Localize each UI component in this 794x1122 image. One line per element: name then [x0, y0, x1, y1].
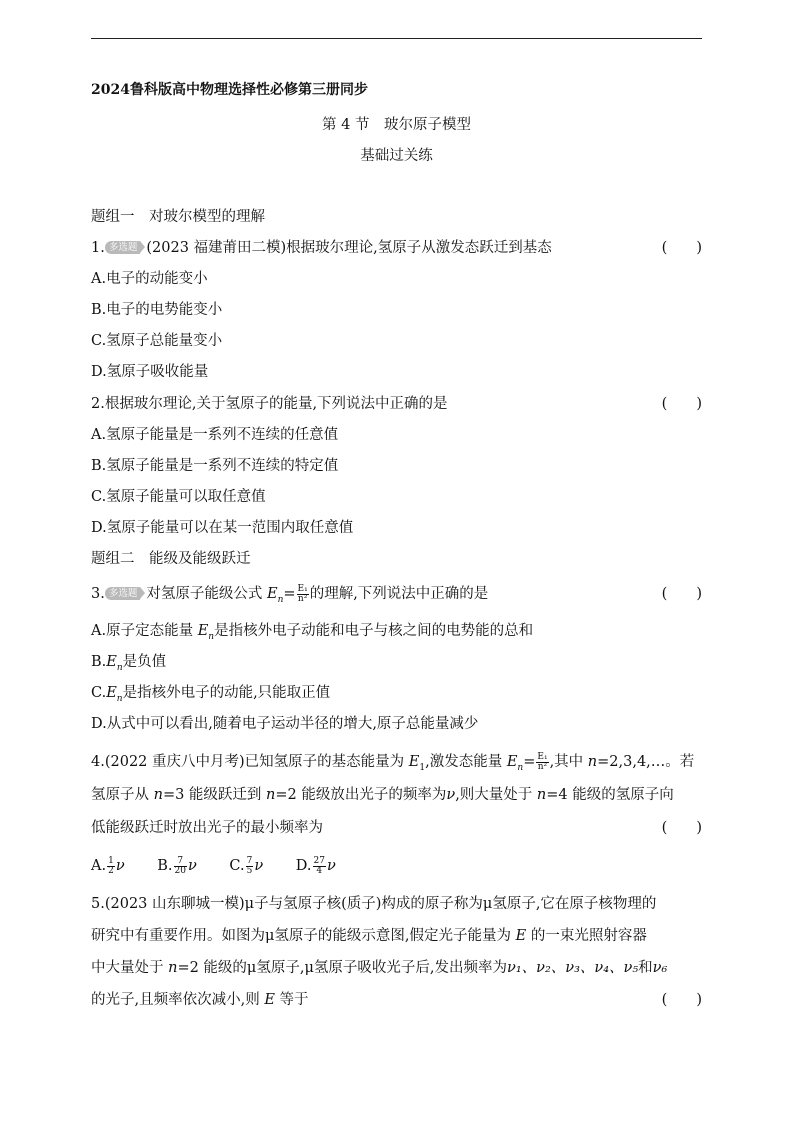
question-3-stem: 3. 多选题 对氢原子能级公式 $E_n=$ $\frac{\text{E₁}}{\text{n²}}$ 的理解,下列说法中正确的是 ( )	[91, 583, 702, 605]
question-2-text: 2.根据玻尔理论,关于氢原子的能量,下列说法中正确的是	[91, 396, 448, 412]
question-5-line-1: 5.(2023 山东聊城一模)μ子与氢原子核(质子)构成的原子称为μ氢原子,它在原子核物理的	[91, 896, 657, 912]
subtitle: 基础过关练	[360, 148, 433, 164]
question-1-option-a: A.电子的动能变小	[91, 271, 208, 287]
question-4-option-b: B. $\frac{7}{20}$ ν	[157, 855, 197, 876]
energy-formula-fraction: $\frac{\text{E₁}}{\text{n²}}$	[297, 583, 308, 604]
question-1-option-c: C.氢原子总能量变小	[91, 333, 223, 349]
question-1-stem	[91, 238, 702, 258]
question-5-line-3: 中大量处于 n=2 能级的μ氢原子,μ氢原子吸收光子后,发出频率为ν₁、ν₂、ν₃、ν₄、ν₅和ν₆	[91, 960, 668, 976]
question-2-option-d: D.氢原子能量可以在某一范围内取任意值	[91, 520, 354, 536]
answer-bracket: ( )	[661, 992, 702, 1008]
series-title: 2024鲁科版高中物理选择性必修第三册同步	[91, 82, 368, 98]
multi-choice-tag: 多选题	[105, 587, 141, 600]
answer-bracket: ( )	[661, 586, 702, 602]
question-3-option-b: $B.E_n$是负值	[91, 654, 167, 673]
question-4-options	[91, 856, 702, 876]
question-number: 1.	[91, 240, 105, 256]
question-4-option-d: D. $\frac{27}{4}$ ν	[295, 855, 336, 876]
answer-bracket: ( )	[661, 240, 702, 256]
group-title-1: 题组一 对玻尔模型的理解	[91, 209, 265, 225]
question-1-text: (2023 福建莆田二模)根据玻尔理论,氢原子从激发态跃迁到基态	[146, 240, 552, 256]
question-5-line-2: 研究中有重要作用。如图为μ氢原子的能级示意图,假定光子能量为 E 的一束光照射容器	[91, 928, 647, 944]
question-4-option-c: C. $\frac{7}{5}$ ν	[229, 855, 264, 876]
question-4-line-1: 4.(2022 重庆八中月考)已知氢原子的基态能量为 $E_1$,激发态能量 $E_n=$ $\frac{\text{E₁}}{\text{n²}}$ ,其中 n=2,3,4,…。若	[91, 751, 695, 773]
multi-choice-tag: 多选题	[105, 241, 141, 254]
question-1-option-d: D.氢原子吸收能量	[91, 364, 209, 380]
question-5-line-4: 的光子,且频率依次减小,则 E 等于 ( )	[91, 992, 702, 1008]
question-3-option-c: $C.E_n$是指核外电子的动能,只能取正值	[91, 685, 331, 704]
question-2-option-a: A.氢原子能量是一系列不连续的任意值	[91, 427, 339, 443]
header-rule	[91, 38, 702, 39]
question-1-option-b: B.电子的电势能变小	[91, 302, 223, 318]
answer-bracket: ( )	[661, 820, 702, 836]
question-2-stem	[91, 394, 702, 414]
answer-bracket: ( )	[661, 396, 702, 412]
section-title: 第 4 节 玻尔原子模型	[322, 117, 471, 133]
question-3-option-a: A.原子定态能量 $E_n$是指核外电子动能和电子与核之间的电势能的总和	[91, 623, 534, 642]
question-3-option-d: D.从式中可以看出,随着电子运动半径的增大,原子总能量减少	[91, 716, 479, 732]
question-2-option-c: C.氢原子能量可以取任意值	[91, 489, 266, 505]
group-title-2: 题组二 能级及能级跃迁	[91, 551, 251, 567]
excited-energy-fraction: $\frac{\text{E₁}}{\text{n²}}$	[537, 751, 548, 772]
question-4-line-2: 氢原子从 n=3 能级跃迁到 n=2 能级放出光子的频率为ν,则大量处于 n=4 能级的氢原子向	[91, 787, 674, 803]
question-4-option-a: A. $\frac{1}{2}$ ν	[91, 855, 125, 876]
question-2-option-b: B.氢原子能量是一系列不连续的特定值	[91, 458, 339, 474]
question-4-line-3: 低能级跃迁时放出光子的最小频率为 ( )	[91, 820, 702, 836]
